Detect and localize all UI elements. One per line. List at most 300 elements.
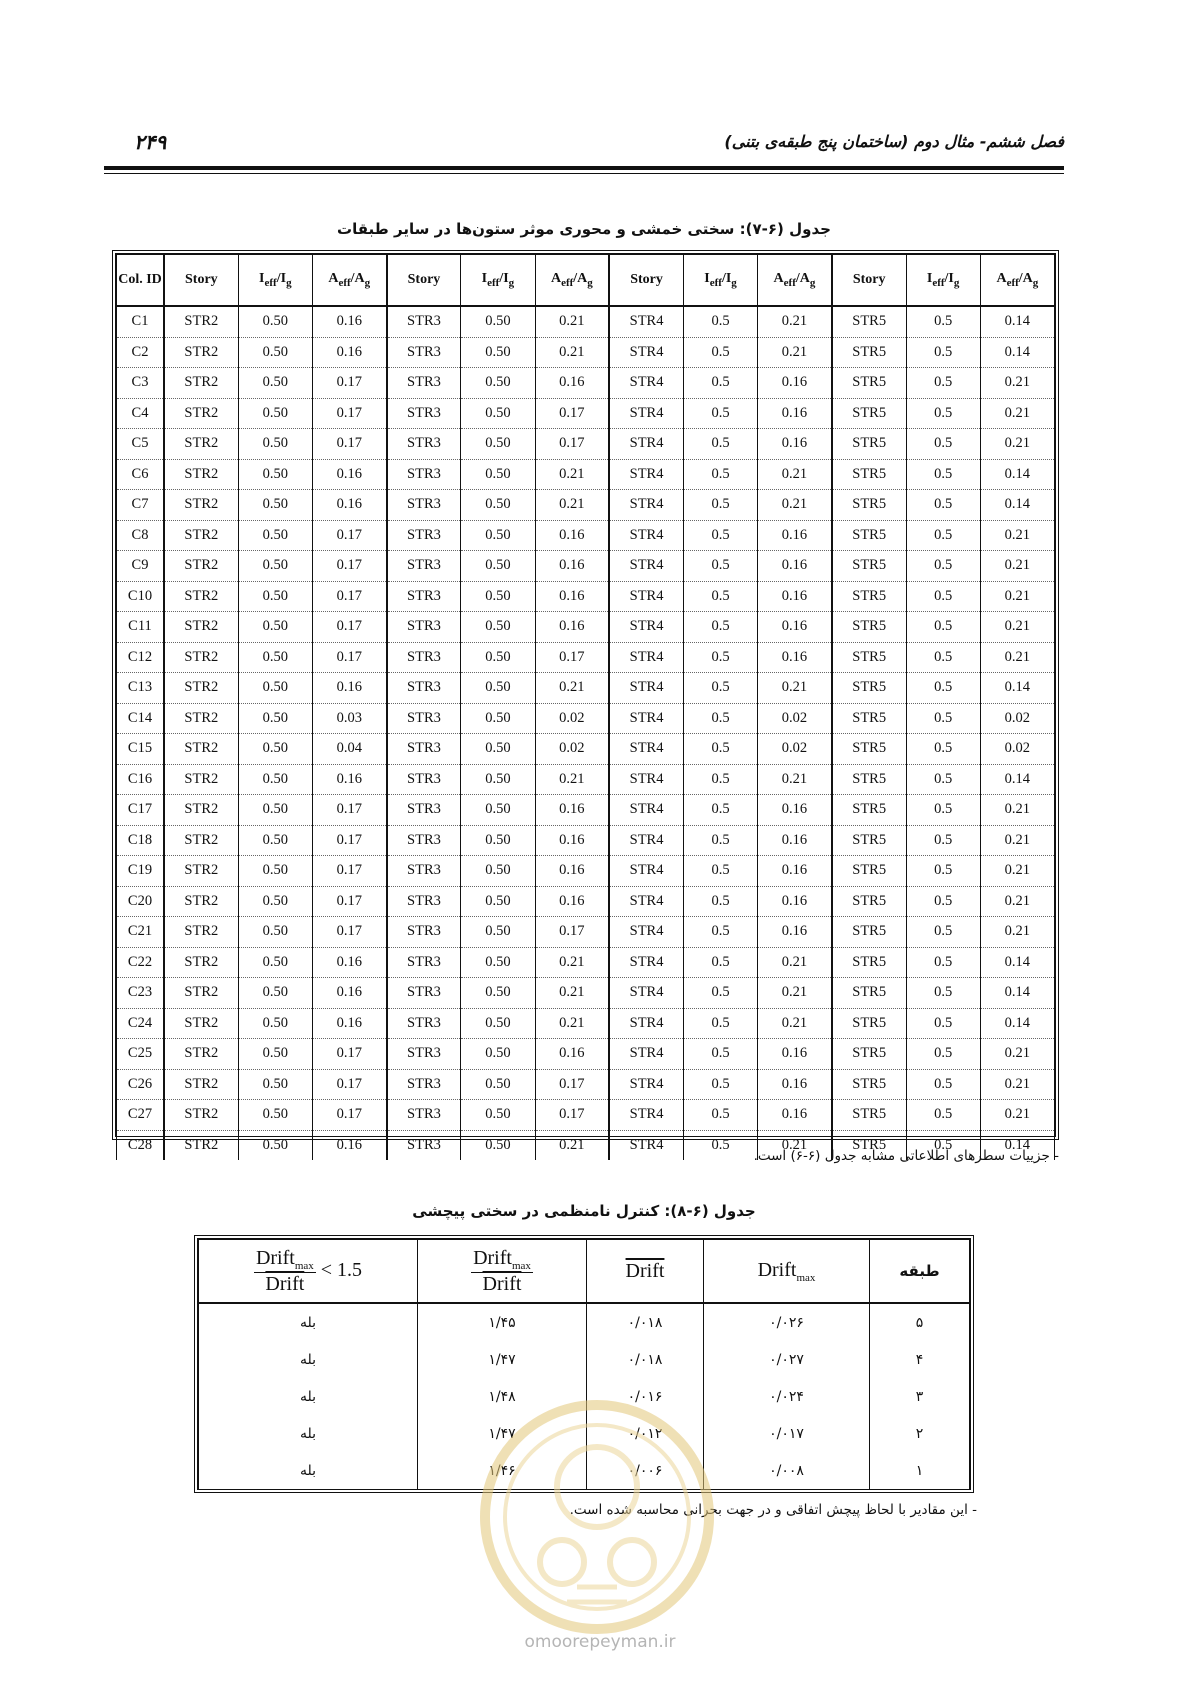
- table-cell: 0.5: [683, 581, 757, 612]
- table-cell: 0.5: [906, 429, 980, 460]
- table-cell: 0.02: [758, 734, 832, 765]
- table-cell: 0.5: [683, 551, 757, 582]
- table-cell: 0.17: [535, 917, 609, 948]
- table-cell: STR5: [832, 1130, 906, 1160]
- table-cell: 0.5: [906, 1069, 980, 1100]
- table-cell: 0.50: [461, 368, 535, 399]
- table-cell: STR2: [164, 551, 238, 582]
- table-cell: 0.16: [758, 368, 832, 399]
- table-cell: STR3: [387, 520, 461, 551]
- table-cell: 0.5: [683, 1100, 757, 1131]
- header-col-id: Col. ID: [117, 255, 165, 307]
- table-cell: STR3: [387, 764, 461, 795]
- table-cell: 0.50: [238, 306, 312, 337]
- table-cell: STR5: [832, 551, 906, 582]
- table-cell: 0.5: [683, 337, 757, 368]
- table-cell: 0.21: [758, 337, 832, 368]
- table-cell: 0.50: [238, 642, 312, 673]
- table-cell: 0.17: [312, 856, 386, 887]
- table-cell: C9: [117, 551, 165, 582]
- table-cell: 0.5: [906, 764, 980, 795]
- table-cell: C27: [117, 1100, 165, 1131]
- table-cell: STR2: [164, 1039, 238, 1070]
- table-cell: 0.50: [238, 520, 312, 551]
- table-cell: 0.21: [535, 978, 609, 1009]
- table-cell: بله: [199, 1452, 418, 1489]
- table-cell: 0.21: [980, 368, 1054, 399]
- header-aeff-ag: $A_{eff}/A_g$: [980, 255, 1054, 307]
- table-cell: 0.5: [683, 520, 757, 551]
- table-cell: 0.21: [980, 917, 1054, 948]
- table-cell: 0.17: [312, 612, 386, 643]
- table-cell: 0.16: [535, 856, 609, 887]
- table-cell: ۰/۰۱۸: [587, 1303, 704, 1341]
- table-cell: 0.17: [312, 429, 386, 460]
- table-cell: 0.50: [461, 1039, 535, 1070]
- table-cell: 0.5: [906, 337, 980, 368]
- table-cell: STR4: [609, 612, 683, 643]
- header-story: Story: [164, 255, 238, 307]
- table-cell: 0.16: [312, 673, 386, 704]
- table-cell: 0.16: [312, 947, 386, 978]
- table-cell: 0.17: [535, 1069, 609, 1100]
- table-cell: 0.14: [980, 764, 1054, 795]
- table-cell: 0.21: [535, 947, 609, 978]
- table-cell: ۲: [870, 1415, 970, 1452]
- table-cell: STR4: [609, 795, 683, 826]
- table-cell: STR3: [387, 429, 461, 460]
- table-cell: STR4: [609, 764, 683, 795]
- header-ieff-ig: $I_{eff}/I_g$: [238, 255, 312, 307]
- table-cell: STR4: [609, 337, 683, 368]
- table-cell: 0.50: [238, 703, 312, 734]
- table-cell: 0.14: [980, 978, 1054, 1009]
- table-cell: 0.5: [683, 1039, 757, 1070]
- table-cell: 0.21: [980, 398, 1054, 429]
- table-cell: STR2: [164, 337, 238, 368]
- table-cell: 0.17: [312, 368, 386, 399]
- table-cell: 0.17: [312, 551, 386, 582]
- table-cell: 0.17: [312, 642, 386, 673]
- table-cell: 0.16: [758, 581, 832, 612]
- table-cell: 0.21: [535, 1130, 609, 1160]
- table-cell: ۱/۴۶: [418, 1452, 587, 1489]
- table-cell: STR5: [832, 795, 906, 826]
- table-cell: 0.5: [906, 368, 980, 399]
- table-cell: 0.50: [238, 1008, 312, 1039]
- check-fraction: $\frac{Drift_{max}}{\text{Drift}}$: [255, 1246, 314, 1295]
- table-cell: STR5: [832, 306, 906, 337]
- table-cell: STR2: [164, 612, 238, 643]
- watermark-text: omoorepeyman.ir: [524, 1632, 676, 1652]
- table-cell: STR3: [387, 490, 461, 521]
- table-cell: 0.16: [535, 825, 609, 856]
- table-row: [117, 886, 1055, 917]
- table-cell: 0.5: [683, 1130, 757, 1160]
- table-cell: 0.50: [238, 459, 312, 490]
- table-cell: STR3: [387, 1008, 461, 1039]
- header-ieff-ig: $I_{eff}/I_g$: [461, 255, 535, 307]
- table-cell: STR5: [832, 368, 906, 399]
- table-row: [117, 306, 1055, 337]
- header-story: Story: [832, 255, 906, 307]
- table-cell: STR2: [164, 398, 238, 429]
- table-cell: STR5: [832, 886, 906, 917]
- table-cell: بله: [199, 1303, 418, 1341]
- header-floor: طبقه: [870, 1240, 970, 1304]
- table-cell: C3: [117, 368, 165, 399]
- table-cell: STR3: [387, 459, 461, 490]
- table-cell: 0.5: [683, 490, 757, 521]
- table-cell: STR2: [164, 978, 238, 1009]
- table-cell: 0.21: [758, 490, 832, 521]
- table-row: [117, 764, 1055, 795]
- table-cell: 0.50: [238, 1100, 312, 1131]
- table-cell: 0.50: [461, 459, 535, 490]
- table-cell: 0.50: [238, 551, 312, 582]
- table-cell: 0.5: [683, 306, 757, 337]
- table-cell: 0.16: [312, 490, 386, 521]
- table-cell: C19: [117, 856, 165, 887]
- table-cell: STR2: [164, 764, 238, 795]
- table-cell: 0.50: [238, 1130, 312, 1160]
- table-row: [117, 917, 1055, 948]
- table-cell: STR4: [609, 734, 683, 765]
- table-cell: 0.21: [980, 886, 1054, 917]
- table-cell: C18: [117, 825, 165, 856]
- table-cell: STR3: [387, 642, 461, 673]
- table-cell: 0.50: [461, 337, 535, 368]
- table-row: [117, 1069, 1055, 1100]
- table-cell: 0.17: [535, 429, 609, 460]
- table-cell: STR5: [832, 856, 906, 887]
- table-cell: STR5: [832, 581, 906, 612]
- header-check: [199, 1240, 418, 1304]
- table-cell: STR5: [832, 612, 906, 643]
- header-story: Story: [609, 255, 683, 307]
- table-cell: 0.16: [535, 581, 609, 612]
- table-cell: STR4: [609, 520, 683, 551]
- table-cell: 0.50: [238, 1039, 312, 1070]
- table-cell: 0.21: [535, 459, 609, 490]
- table-cell: 0.21: [980, 581, 1054, 612]
- table-cell: 0.5: [906, 551, 980, 582]
- table-cell: C22: [117, 947, 165, 978]
- header-rule: [104, 166, 1064, 170]
- table-row: [117, 856, 1055, 887]
- table-cell: بله: [199, 1415, 418, 1452]
- table-cell: 0.21: [535, 673, 609, 704]
- table2-caption: جدول (۶-۸): کنترل نامنظمی در سختی پیچشی: [412, 1202, 756, 1220]
- table-cell: 0.17: [312, 581, 386, 612]
- table-row: [117, 978, 1055, 1009]
- table-cell: 0.02: [535, 703, 609, 734]
- table-cell: 0.5: [906, 673, 980, 704]
- table-cell: 0.16: [535, 520, 609, 551]
- table-cell: C11: [117, 612, 165, 643]
- table-cell: 0.21: [758, 1130, 832, 1160]
- table-cell: 0.50: [461, 1130, 535, 1160]
- table-cell: 0.16: [758, 551, 832, 582]
- table-cell: STR5: [832, 1100, 906, 1131]
- table-row: [117, 734, 1055, 765]
- table-cell: 0.16: [758, 429, 832, 460]
- table-cell: 0.50: [238, 886, 312, 917]
- header-drift-max: Drift$_{max}$: [704, 1240, 870, 1304]
- table-cell: ۰/۰۱۷: [704, 1415, 870, 1452]
- table-cell: 0.50: [461, 703, 535, 734]
- table-cell: 0.50: [238, 1069, 312, 1100]
- header-drift-avg: Drift: [587, 1240, 704, 1304]
- table-cell: 0.16: [758, 917, 832, 948]
- table-cell: C25: [117, 1039, 165, 1070]
- table-cell: 0.50: [461, 551, 535, 582]
- table-cell: 0.50: [461, 306, 535, 337]
- table-cell: 0.50: [238, 368, 312, 399]
- table-cell: STR5: [832, 947, 906, 978]
- table-cell: 0.5: [906, 612, 980, 643]
- table-cell: STR3: [387, 581, 461, 612]
- table-cell: 0.5: [906, 978, 980, 1009]
- table-cell: STR5: [832, 734, 906, 765]
- table-cell: 0.16: [312, 978, 386, 1009]
- table-cell: 0.16: [758, 886, 832, 917]
- table-cell: 0.21: [535, 490, 609, 521]
- table-cell: STR4: [609, 1100, 683, 1131]
- table-cell: C5: [117, 429, 165, 460]
- table-cell: 0.5: [683, 795, 757, 826]
- table-cell: 0.17: [312, 795, 386, 826]
- table-cell: STR4: [609, 703, 683, 734]
- table-cell: 0.16: [312, 337, 386, 368]
- table-cell: 0.17: [312, 1100, 386, 1131]
- table-cell: STR3: [387, 734, 461, 765]
- table-cell: 0.50: [461, 398, 535, 429]
- table-cell: ۱/۴۵: [418, 1303, 587, 1341]
- table-cell: STR3: [387, 947, 461, 978]
- table-cell: 0.50: [461, 1069, 535, 1100]
- table-cell: 0.50: [238, 795, 312, 826]
- table-row: [117, 642, 1055, 673]
- table-cell: STR4: [609, 368, 683, 399]
- table-cell: ۰/۰۱۶: [587, 1378, 704, 1415]
- table-cell: 0.16: [758, 1039, 832, 1070]
- table-cell: C26: [117, 1069, 165, 1100]
- table-cell: 0.5: [906, 703, 980, 734]
- table-cell: 0.5: [906, 581, 980, 612]
- table-cell: 0.14: [980, 337, 1054, 368]
- table-cell: 0.21: [758, 978, 832, 1009]
- table-cell: 0.50: [238, 856, 312, 887]
- table-row: [117, 612, 1055, 643]
- header-rule-thin: [104, 173, 1064, 174]
- table-cell: 0.14: [980, 306, 1054, 337]
- table-cell: STR3: [387, 398, 461, 429]
- table-cell: 0.17: [312, 886, 386, 917]
- table-cell: STR5: [832, 337, 906, 368]
- table-cell: 0.5: [683, 886, 757, 917]
- header-aeff-ag: $A_{eff}/A_g$: [758, 255, 832, 307]
- table-cell: 0.50: [461, 612, 535, 643]
- table-cell: C8: [117, 520, 165, 551]
- table-cell: 0.5: [906, 917, 980, 948]
- table-row: [117, 551, 1055, 582]
- table-row: [117, 368, 1055, 399]
- table-cell: STR5: [832, 642, 906, 673]
- table-cell: 0.5: [906, 642, 980, 673]
- table-row: [117, 1008, 1055, 1039]
- table-row: [117, 1039, 1055, 1070]
- table-cell: 0.5: [683, 1008, 757, 1039]
- table-cell: ۱/۴۸: [418, 1378, 587, 1415]
- table-row: [199, 1303, 970, 1341]
- table-cell: ۰/۰۲۶: [704, 1303, 870, 1341]
- table-row: [199, 1341, 970, 1378]
- table-cell: STR5: [832, 1069, 906, 1100]
- table-cell: C15: [117, 734, 165, 765]
- table-cell: 0.5: [683, 459, 757, 490]
- table-cell: STR4: [609, 978, 683, 1009]
- table-cell: STR5: [832, 398, 906, 429]
- table-cell: STR2: [164, 1100, 238, 1131]
- table-cell: STR5: [832, 917, 906, 948]
- table-cell: 0.21: [980, 612, 1054, 643]
- table-cell: 0.50: [238, 978, 312, 1009]
- table-cell: 0.21: [980, 429, 1054, 460]
- table-cell: C13: [117, 673, 165, 704]
- table1-frame: [112, 250, 1059, 1153]
- table-cell: 0.50: [238, 581, 312, 612]
- table-cell: STR3: [387, 1069, 461, 1100]
- table-cell: STR3: [387, 551, 461, 582]
- table-cell: 0.21: [758, 764, 832, 795]
- table-cell: 0.50: [238, 917, 312, 948]
- table-cell: 0.50: [238, 947, 312, 978]
- table-cell: C2: [117, 337, 165, 368]
- table-cell: 0.16: [312, 459, 386, 490]
- table-cell: 0.50: [461, 673, 535, 704]
- table-cell: STR2: [164, 825, 238, 856]
- table-cell: STR4: [609, 459, 683, 490]
- table-cell: C28: [117, 1130, 165, 1160]
- table-cell: ۴: [870, 1341, 970, 1378]
- table-cell: STR4: [609, 642, 683, 673]
- table-cell: 0.50: [238, 429, 312, 460]
- table-cell: 0.16: [758, 1069, 832, 1100]
- table1-body: [117, 306, 1055, 1160]
- table-cell: 0.17: [312, 825, 386, 856]
- table-cell: C12: [117, 642, 165, 673]
- table-cell: STR2: [164, 917, 238, 948]
- table-cell: C14: [117, 703, 165, 734]
- table-cell: 0.21: [980, 795, 1054, 826]
- table-cell: 0.5: [906, 490, 980, 521]
- table-cell: 0.5: [906, 1039, 980, 1070]
- table-cell: STR4: [609, 1130, 683, 1160]
- table-cell: C16: [117, 764, 165, 795]
- table-cell: STR5: [832, 520, 906, 551]
- table-cell: 0.50: [238, 398, 312, 429]
- table-cell: STR3: [387, 886, 461, 917]
- table-cell: STR3: [387, 306, 461, 337]
- table-cell: STR5: [832, 1039, 906, 1070]
- table-cell: 0.5: [906, 520, 980, 551]
- table-cell: ۱/۴۷: [418, 1341, 587, 1378]
- table-cell: 0.5: [683, 703, 757, 734]
- table-cell: 0.50: [461, 490, 535, 521]
- table-cell: STR2: [164, 490, 238, 521]
- table-cell: 0.21: [980, 825, 1054, 856]
- table-cell: 0.16: [758, 520, 832, 551]
- table-cell: 0.02: [980, 703, 1054, 734]
- table-cell: STR4: [609, 398, 683, 429]
- table-cell: 0.21: [980, 551, 1054, 582]
- table-cell: 0.16: [535, 795, 609, 826]
- table-cell: C20: [117, 886, 165, 917]
- table-cell: STR2: [164, 1008, 238, 1039]
- table-cell: STR5: [832, 490, 906, 521]
- table-cell: 0.5: [683, 612, 757, 643]
- table-cell: 0.5: [906, 795, 980, 826]
- table-cell: 0.21: [758, 1008, 832, 1039]
- table-cell: STR3: [387, 856, 461, 887]
- table-cell: 0.16: [758, 795, 832, 826]
- table-cell: 0.16: [535, 368, 609, 399]
- table-cell: STR2: [164, 1130, 238, 1160]
- table-cell: STR3: [387, 612, 461, 643]
- table-cell: 0.21: [980, 1069, 1054, 1100]
- table-cell: ۵: [870, 1303, 970, 1341]
- table-cell: C23: [117, 978, 165, 1009]
- table-cell: 0.17: [312, 398, 386, 429]
- table-cell: 0.50: [238, 734, 312, 765]
- table2-header-row: [199, 1240, 970, 1304]
- table-cell: STR3: [387, 368, 461, 399]
- table-cell: 0.50: [461, 856, 535, 887]
- table-row: [117, 795, 1055, 826]
- table-cell: STR3: [387, 917, 461, 948]
- table-cell: 0.16: [535, 1039, 609, 1070]
- table-cell: ۰/۰۰۸: [704, 1452, 870, 1489]
- table-cell: 0.17: [312, 1039, 386, 1070]
- table-cell: STR5: [832, 1008, 906, 1039]
- table-cell: 0.5: [683, 1069, 757, 1100]
- table-row: [117, 1100, 1055, 1131]
- table-cell: ۰/۰۱۸: [587, 1341, 704, 1378]
- table-cell: 0.5: [906, 459, 980, 490]
- table-cell: STR4: [609, 947, 683, 978]
- table-cell: STR2: [164, 459, 238, 490]
- table-row: [117, 520, 1055, 551]
- header-ieff-ig: $I_{eff}/I_g$: [683, 255, 757, 307]
- table-cell: STR4: [609, 1008, 683, 1039]
- table-cell: 0.5: [906, 398, 980, 429]
- table-cell: 0.21: [758, 673, 832, 704]
- ratio-fraction: $\frac{Drift_{max}}{\text{Drift}}$: [473, 1246, 531, 1295]
- table-cell: 0.03: [312, 703, 386, 734]
- table-cell: 0.50: [238, 490, 312, 521]
- table-cell: 0.16: [535, 612, 609, 643]
- table-cell: 0.02: [980, 734, 1054, 765]
- table-cell: 0.50: [238, 612, 312, 643]
- table-cell: 0.14: [980, 673, 1054, 704]
- table-cell: 0.16: [535, 886, 609, 917]
- table-cell: بله: [199, 1341, 418, 1378]
- table-cell: 0.14: [980, 1130, 1054, 1160]
- table-cell: STR3: [387, 673, 461, 704]
- table-cell: 0.21: [980, 520, 1054, 551]
- table-cell: STR4: [609, 551, 683, 582]
